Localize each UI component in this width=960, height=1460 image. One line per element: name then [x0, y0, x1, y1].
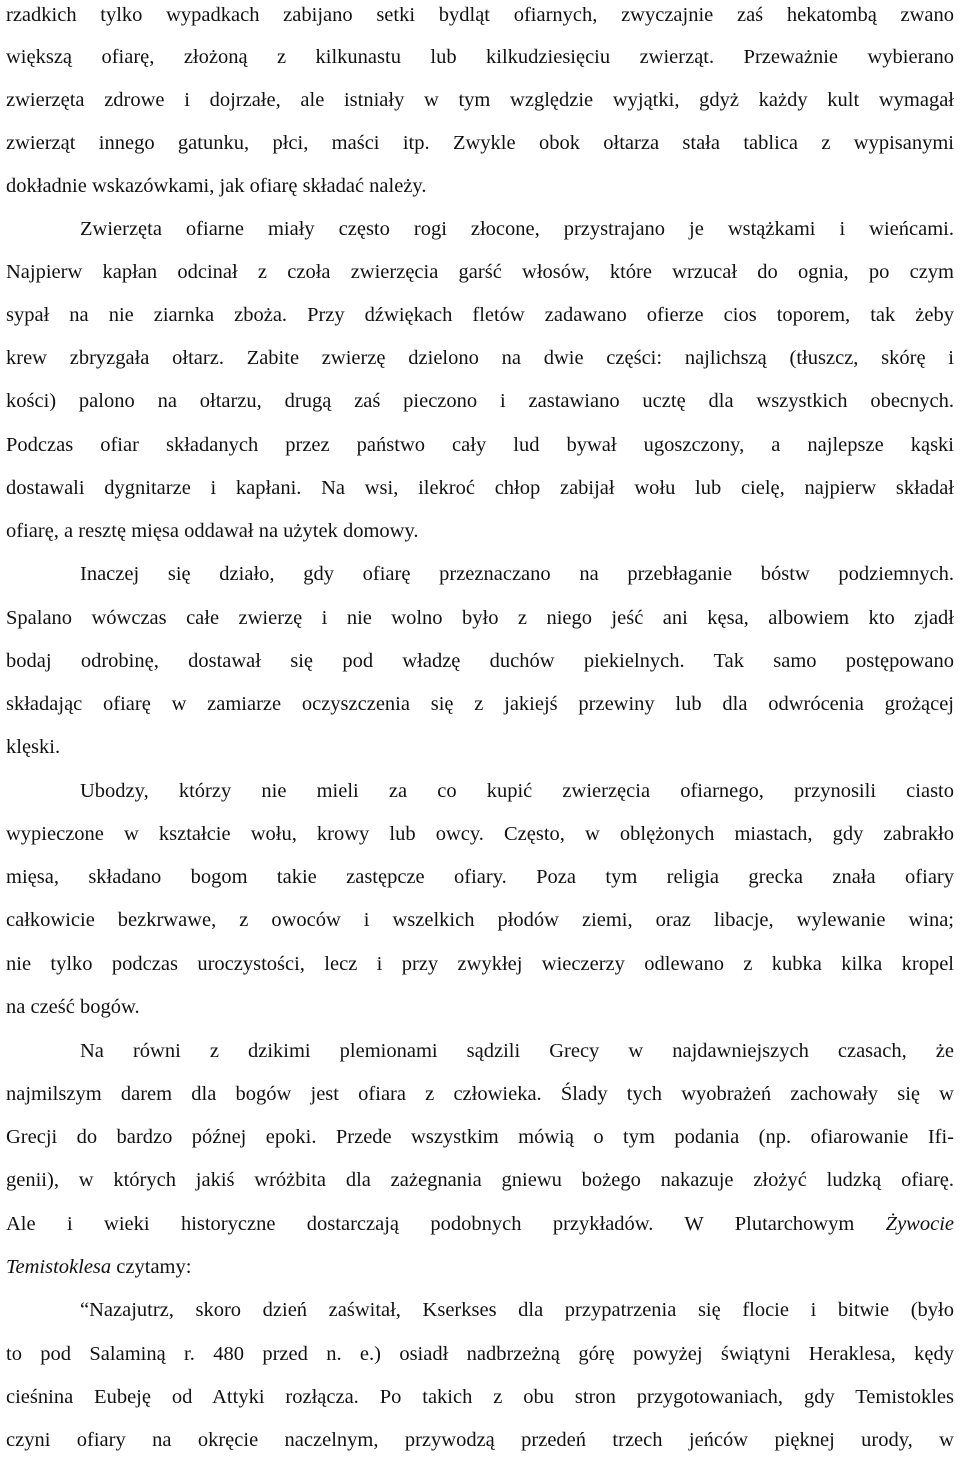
text-line: Inaczej się działo, gdy ofiarę przeznaczano na przebłaganie bóstw podziemnych. — [80, 563, 954, 585]
text-line: na cześć bogów. — [6, 996, 140, 1018]
text-line: dokładnie wskazówkami, jak ofiarę składać należy. — [6, 175, 427, 197]
text-line: większą ofiarę, złożoną z kilkunastu lub kilkudziesięciu zwierząt. Przeważnie wybierano — [6, 46, 954, 68]
text-line: Spalano wówczas całe zwierzę i nie wolno było z niego jeść ani kęsa, albowiem kto zjadł — [6, 607, 954, 629]
italic-title: Temistoklesa — [6, 1256, 112, 1278]
quote-line: cieśnina Eubeję od Attyki rozłącza. Po takich z obu stron przygotowaniach, gdy Temistokles — [6, 1386, 954, 1408]
text-line: składając ofiarę w zamiarze oczyszczenia się z jakiejś przewiny lub dla odwrócenia grożącej — [6, 693, 954, 715]
quote-line: “Nazajutrz, skoro dzień zaświtał, Kserkses dla przypatrzenia się flocie i bitwie (było — [80, 1299, 954, 1321]
quote-line: czyni ofiary na okręcie naczelnym, przywodzą przedeń trzech jeńców pięknej urody, w — [6, 1429, 954, 1451]
text-line: wypieczone w kształcie wołu, krowy lub owcy. Często, w oblężonych miastach, gdy zabrakło — [6, 823, 954, 845]
text-line: Ubodzy, którzy nie mieli za co kupić zwierzęcia ofiarnego, przynosili ciasto — [80, 780, 954, 802]
text-run: czytamy: — [116, 1256, 192, 1278]
text-line: najmilszym darem dla bogów jest ofiara z człowieka. Ślady tych wyobrażeń zachowały się w — [6, 1083, 954, 1105]
text-line-with-italic — [6, 1252, 954, 1282]
text-line: dostawali dygnitarze i kapłani. Na wsi, ilekroć chłop zabijał wołu lub cielę, najpierw składał — [6, 477, 954, 499]
text-line: genii), w których jakiś wróżbita dla zażegnania gniewu bożego nakazuje złożyć ludzką ofiarę. — [6, 1169, 954, 1191]
text-line: sypał na nie ziarnka zboża. Przy dźwiękach fletów zadawano ofierze cios toporem, tak żeby — [6, 304, 954, 326]
text-line-with-italic — [6, 1209, 954, 1239]
text-line: zwierzęta zdrowe i dojrzałe, ale istniały w tym względzie wyjątki, gdyż każdy kult wymagał — [6, 89, 954, 111]
text-line: bodaj odrobinę, dostawał się pod władzę duchów piekielnych. Tak samo postępowano — [6, 650, 954, 672]
text-line: krew zbryzgała ołtarz. Zabite zwierzę dzielono na dwie części: najlichszą (tłuszcz, skórę i — [6, 347, 954, 369]
text-line: zwierząt innego gatunku, płci, maści itp. Zwykle obok ołtarza stała tablica z wypisanymi — [6, 132, 954, 154]
text-line: rzadkich tylko wypadkach zabijano setki bydląt ofiarnych, zwyczajnie zaś hekatombą zwano — [6, 4, 954, 26]
italic-title: Żywocie — [885, 1213, 954, 1235]
quote-line: to pod Salaminą r. 480 przed n. e.) osiadł nadbrzeżną górę powyżej świątyni Heraklesa, kędy — [6, 1343, 954, 1365]
text-line: kości) palono na ołtarzu, drugą zaś pieczono i zastawiano ucztę dla wszystkich obecnych. — [6, 390, 954, 412]
text-line: Grecji do bardzo późnej epoki. Przede wszystkim mówią o tym podania (np. ofiarowanie Ifi- — [6, 1126, 954, 1148]
text-run: Ale i wieki historyczne dostarczają podobnych przykładów. W Plutarchowym — [6, 1213, 855, 1235]
text-line: ofiarę, a resztę mięsa oddawał na użytek domowy. — [6, 520, 419, 542]
text-line: nie tylko podczas uroczystości, lecz i przy zwykłej wieczerzy odlewano z kubka kilka kropel — [6, 953, 954, 975]
text-line: mięsa, składano bogom takie zastępcze ofiary. Poza tym religia grecka znała ofiary — [6, 866, 954, 888]
text-line: Podczas ofiar składanych przez państwo cały lud bywał ugoszczony, a najlepsze kąski — [6, 434, 954, 456]
text-line: Zwierzęta ofiarne miały często rogi złocone, przystrajano je wstążkami i wieńcami. — [80, 218, 954, 240]
text-line: Na równi z dzikimi plemionami sądzili Grecy w najdawniejszych czasach, że — [80, 1040, 954, 1062]
text-line: całkowicie bezkrwawe, z owoców i wszelkich płodów ziemi, oraz libacje, wylewanie wina; — [6, 909, 954, 931]
text-line: Najpierw kapłan odcinał z czoła zwierzęcia garść włosów, które wrzucał do ognia, po czym — [6, 261, 954, 283]
text-line: klęski. — [6, 736, 61, 758]
